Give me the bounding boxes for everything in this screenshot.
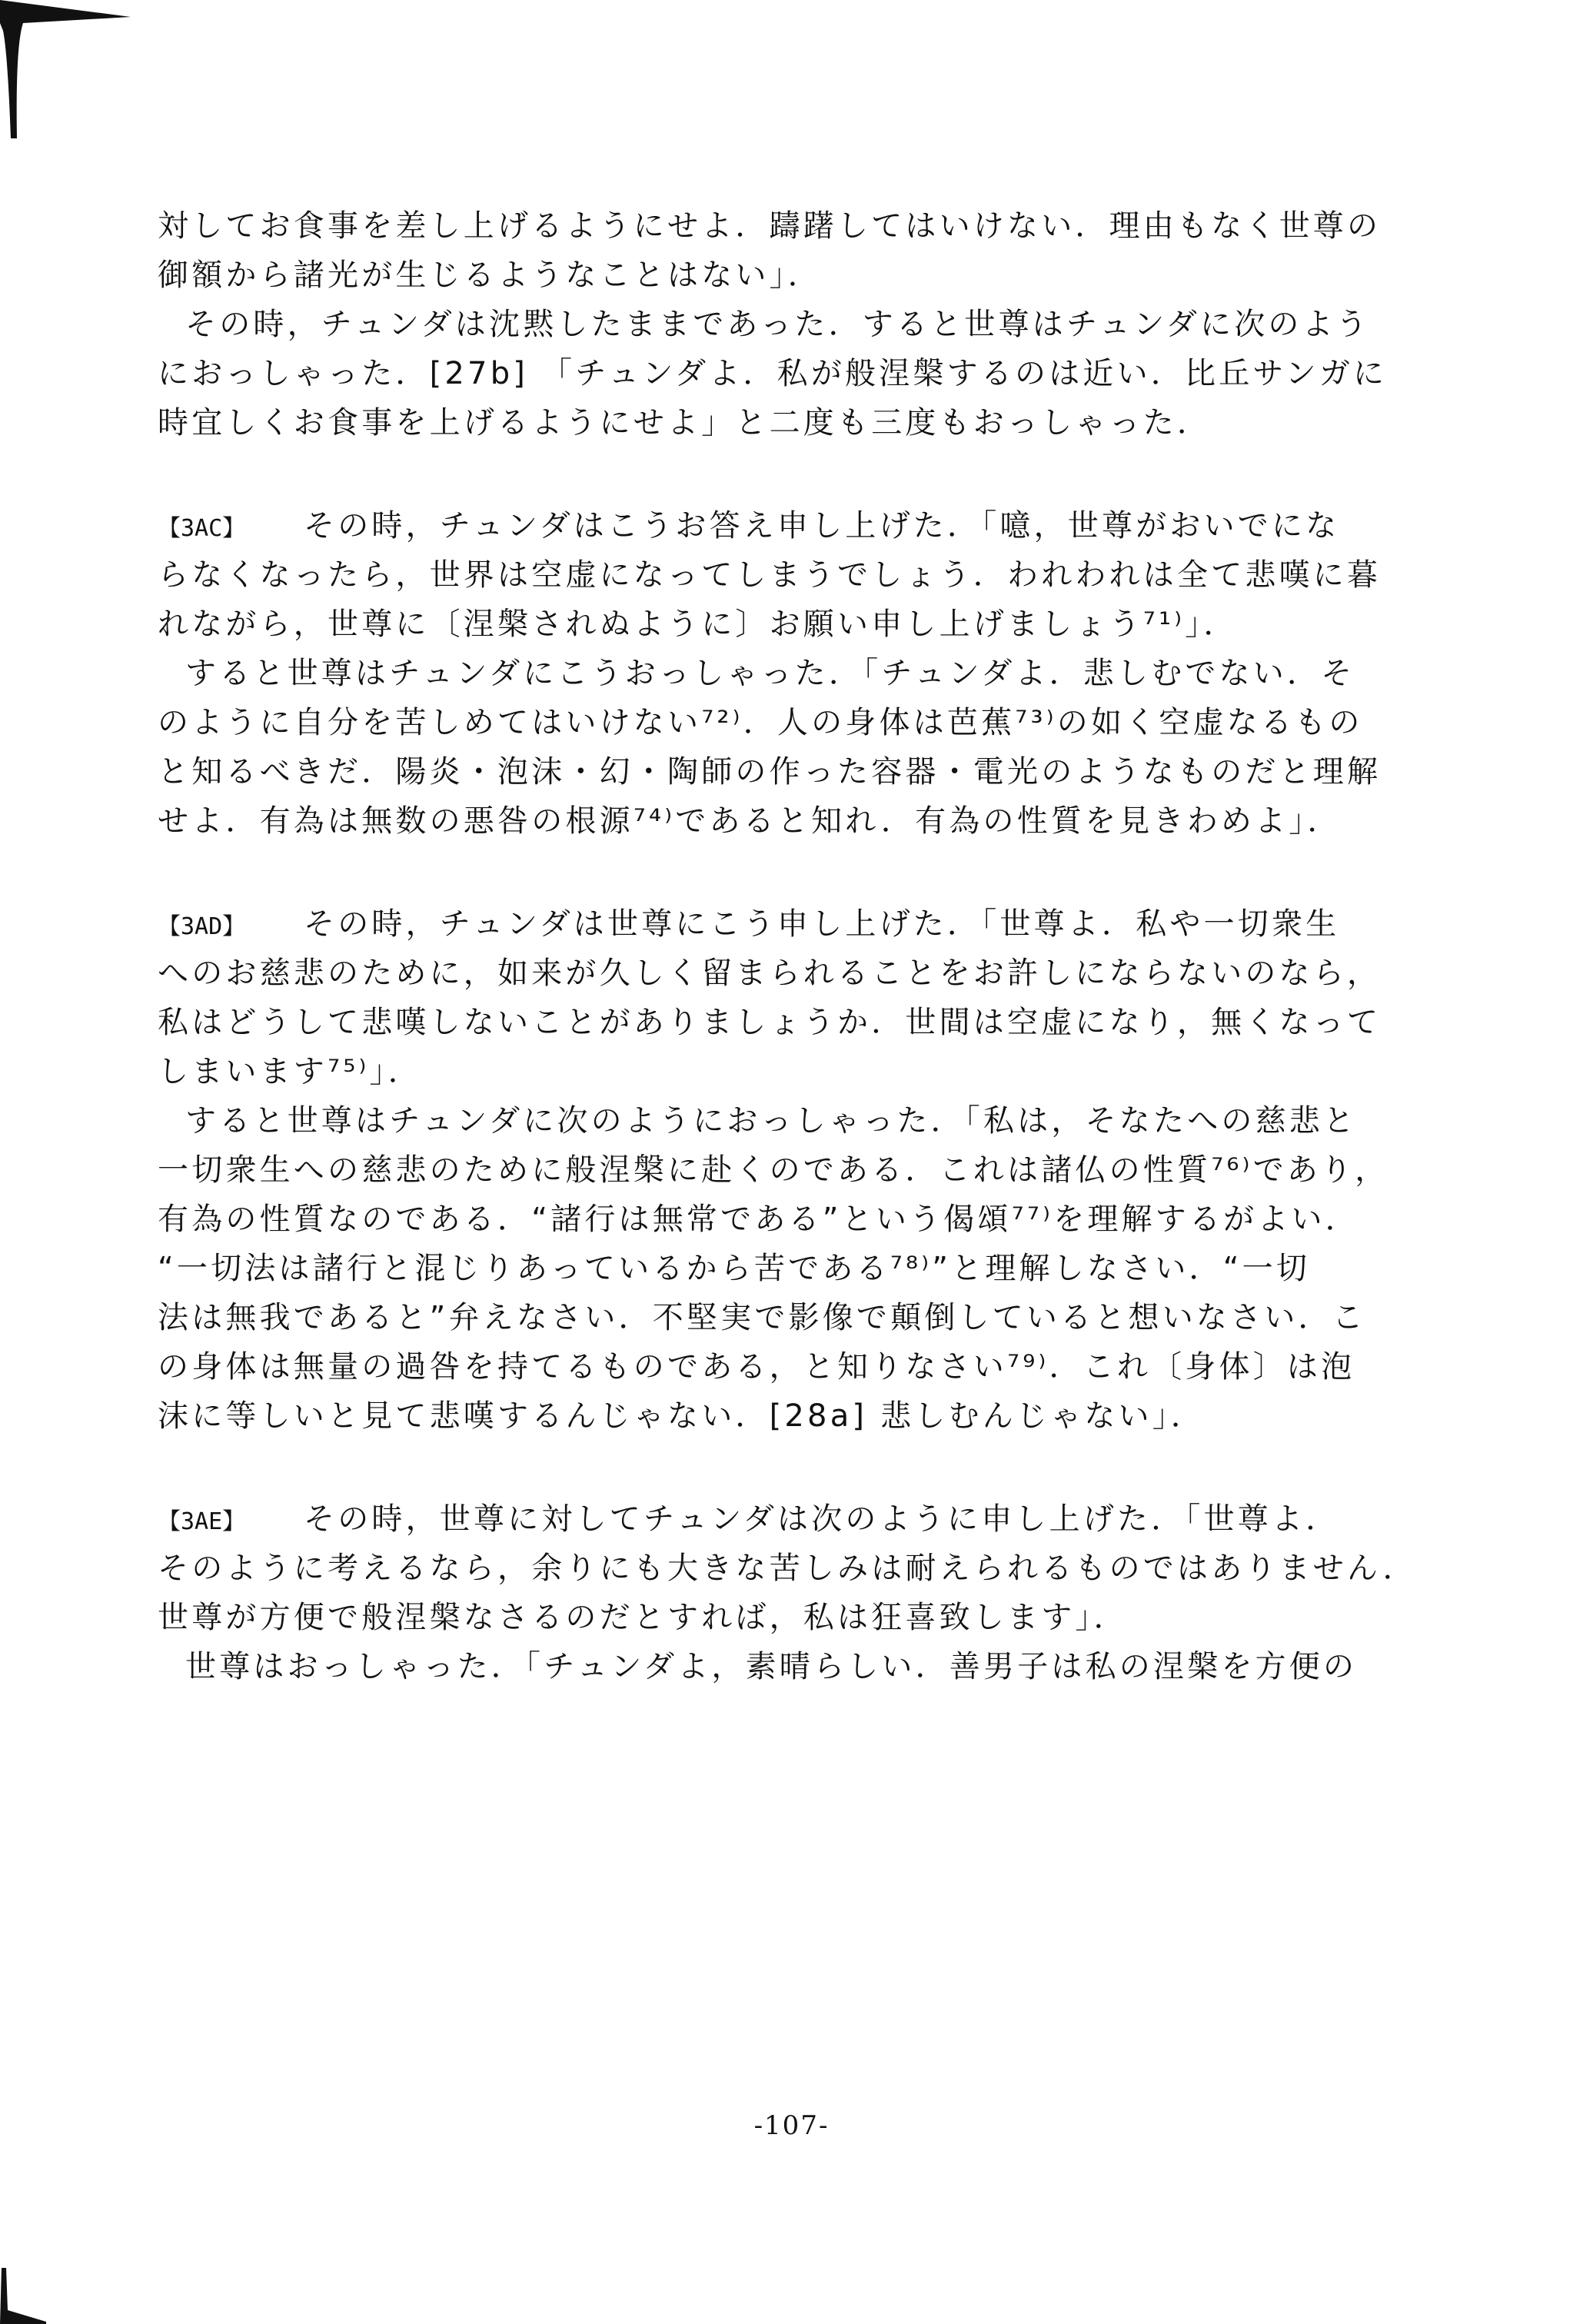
text-line: 一切衆生への慈悲のために般涅槃に赴くのである．これは諸仏の性質⁷⁶⁾であり， <box>158 1152 1389 1188</box>
text-line: らなくなったら，世界は空虚になってしまうでしょう．われわれは全て悲嘆に暮 <box>158 557 1382 593</box>
text-line: 有為の性質なのである．“諸行は無常である”という偈頌⁷⁷⁾を理解するがよい． <box>158 1202 1359 1237</box>
text-line: その時，チュンダは沈黙したままであった．すると世尊はチュンダに次のよう <box>185 307 1370 342</box>
bottom-left-crop-mark <box>0 2268 46 2324</box>
text-line: すると世尊はチュンダに次のようにおっしゃった．「私は，そなたへの慈悲と <box>185 1103 1358 1139</box>
text-line: におっしゃった．[27b] 「チュンダよ．私が般涅槃するのは近い．比丘サンガに <box>158 356 1388 391</box>
section-heading-line <box>158 501 1434 550</box>
text-line: へのお慈悲のために，如来が久しく留まられることをお許しにならないのなら， <box>158 956 1382 991</box>
text-line: せよ．有為は無数の悪咎の根源⁷⁴⁾であると知れ．有為の性質を見きわめよ」． <box>158 803 1342 839</box>
page-number: -107- <box>753 2110 830 2141</box>
text-line: れながら，世尊に〔涅槃されぬように〕お願い申し上げましょう⁷¹⁾」． <box>158 607 1238 642</box>
text-line: と知るべきだ．陽炎・泡沫・幻・陶師の作った容器・電光のようなものだと理解 <box>158 754 1382 790</box>
text-line: 御額から諸光が生じるようなことはない」． <box>158 258 822 293</box>
section-heading-line <box>158 1494 1434 1544</box>
text-line: 私はどうして悲嘆しないことがありましょうか．世間は空虚になり，無くなって <box>158 1005 1382 1040</box>
text-line: 法は無我であると”弁えなさい．不堅実で影像で顛倒していると想いなさい．こ <box>158 1300 1366 1335</box>
section-tag-3ac: 【3AC】 <box>158 515 246 542</box>
text-line: その時，チュンダはこうお答え申し上げた．「噫，世尊がおいでにな <box>304 508 1340 544</box>
text-line: のように自分を苦しめてはいけない⁷²⁾．人の身体は芭蕉⁷³⁾の如く空虚なるもの <box>158 705 1363 740</box>
text-line: “一切法は諸行と混じりあっているから苦である⁷⁸⁾”と理解しなさい．“一切 <box>158 1251 1311 1286</box>
text-line: そのように考えるなら，余りにも大きな苦しみは耐えられるものではありません． <box>158 1551 1417 1586</box>
text-line: 沫に等しいと見て悲嘆するんじゃない．[28a] 悲しむんじゃない」． <box>158 1398 1206 1434</box>
text-line: すると世尊はチュンダにこうおっしゃった．「チュンダよ．悲しむでない．そ <box>185 656 1355 691</box>
page-body <box>158 201 1434 1691</box>
text-line: その時，チュンダは世尊にこう申し上げた．「世尊よ．私や一切衆生 <box>304 906 1340 942</box>
section-heading-line <box>158 899 1434 949</box>
text-line: 対してお食事を差し上げるようにせよ．躊躇してはいけない．理由もなく世尊の <box>158 208 1382 244</box>
section-tag-3ad: 【3AD】 <box>158 913 246 940</box>
top-left-crop-mark <box>0 0 131 138</box>
text-line: 世尊はおっしゃった．「チュンダよ，素晴らしい．善男子は私の涅槃を方便の <box>185 1649 1358 1684</box>
text-line: 時宜しくお食事を上げるようにせよ」と二度も三度もおっしゃった． <box>158 405 1212 441</box>
text-line: 世尊が方便で般涅槃なさるのだとすれば，私は狂喜致します」． <box>158 1600 1128 1635</box>
text-line: しまいます⁷⁵⁾」． <box>158 1054 422 1089</box>
section-tag-3ae: 【3AE】 <box>158 1508 246 1535</box>
text-line: の身体は無量の過咎を持てるものである，と知りなさい⁷⁹⁾．これ〔身体〕は泡 <box>158 1349 1355 1385</box>
text-line: その時，世尊に対してチュンダは次のように申し上げた．「世尊よ． <box>304 1501 1340 1537</box>
